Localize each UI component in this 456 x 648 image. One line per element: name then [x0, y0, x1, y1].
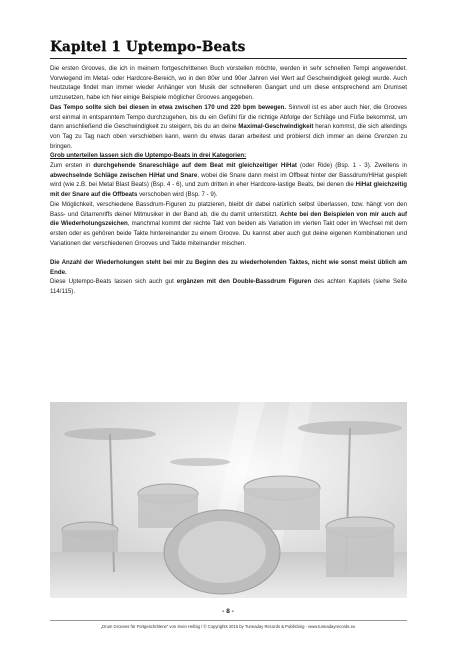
paragraph-tempo	[50, 103, 407, 152]
repeat-signs-highlight: Achte bei den Beispielen von mir auch auf die Wiederholungszeichen	[50, 210, 407, 228]
title-underline	[50, 58, 407, 59]
paragraph-repetitions	[50, 258, 407, 277]
footer-divider	[50, 620, 407, 621]
category-3-highlight: HiHat gleichzeitig mit der Snare auf die Offbeats	[50, 181, 407, 199]
tempo-text-1: Sinnvoll ist es aber auch hier, die Grooves erst einmal in entspanntem Tempo durchzugehen, bis du ein Gefühl für die richtige Abfolge der Schläge und Füße bekommst, um dann anschließend die Geschwindigkeit zu steigern, bis du an deine	[50, 103, 407, 131]
categories-text-1: Zum ersten in	[50, 162, 94, 170]
chapter-header	[50, 39, 407, 59]
double-bass-highlight: ergänzen mit den Double-Bassdrum Figuren	[176, 278, 312, 286]
paragraph-intro-text: Die ersten Grooves, die ich in meinem fortgeschrittenen Buch vorstellen möchte, werden in sehr schnellen Tempi angewendet. Vorwiegend im Metal- oder Hardcore-Bereich, wo in den 80er und 90er Jahren viel Wert auf Geschwindigkeit gelegt wurde. Auch heutzutage findet man immer wieder Anhänger von Musik der schnelleren Gangart und um diese entsprechend am Drumset umzusetzen, habe ich hier einige Beispiele möglicher Grooves angegeben.	[50, 65, 407, 102]
category-1-highlight: durchgehende Snareschläge auf dem Beat mit gleichzeitiger HiHat	[93, 162, 297, 170]
repetitions-highlight: Die Anzahl der Wiederholungen steht bei mir zu Beginn des zu wiederholenden Taktes, nicht wie sonst meist üblich am Ende.	[50, 259, 407, 276]
paragraph-bassdrum	[50, 200, 407, 249]
footer-copyright: „Drum Grooves für Fortgeschrittene“ von Sven Helbig / © Copyrights 2015 by Tuneaday Records & Publishing - www.tuneadayrecords.eu	[100, 624, 356, 629]
bassdrum-text-2: , manchmal kommt der rechte Takt von beiden als Variation im vierten Takt oder im Wechsel mit dem ersten oder es gehören beide Takte hintereinander zu einem Groove. Du kannst aber auch gut deine eigenen Kombinationen und Variationen der verschiedenen Grooves und Takte miteinander mischen.	[50, 220, 407, 247]
paragraph-spacer	[50, 248, 407, 258]
categories-text-4: verschoben wird (Bsp. 7 - 9).	[137, 191, 218, 199]
tempo-text-2: heran kommst, die sich allerdings von Tag zu Tag nach oben verschieben kann, wenn du etwas daran arbeitest und probierst dich immer an deine Grenzen zu bringen.	[50, 123, 407, 150]
drumset-illustration	[50, 402, 407, 598]
max-speed-highlight: Maximal-Geschwindigkeit	[238, 123, 314, 131]
categories-text-3: , wobei die Snare dann meist im Offbeat hinter der Bassdrum/HiHat gespielt wird (wie z.B. bei Metal Blast Beats) (Bsp. 4 - 6), und zum dritten in eher Hardcore-lastige Beats, bei denen die	[50, 171, 407, 189]
double-bass-text-2: des achten Kapitels (siehe Seite 114/115).	[50, 278, 408, 296]
drumset-photo	[50, 402, 407, 598]
paragraph-intro	[50, 64, 407, 103]
category-2-highlight: abwechselnde Schläge zwischen HiHat und Snare	[50, 171, 198, 179]
chapter-title: Kapitel 1 Uptempo-Beats	[50, 39, 246, 55]
paragraph-categories-heading	[50, 151, 407, 161]
double-bass-text-1: Diese Uptempo-Beats lassen sich auch gut	[50, 278, 177, 286]
bassdrum-text-1: Die Möglichkeit, verschiedene Bassdrum-Figuren zu platzieren, bleibt dir dabei natürlich selbst überlassen, bzw. hängt von den Bass- und Gitarrenriffs deiner Mitmusiker in der Band ab, die du damit unterstützt.	[50, 200, 407, 218]
paragraph-double-bass	[50, 277, 407, 296]
categories-text-2: (oder Ride) (Bsp. 1 - 3). Zweitens in	[296, 162, 407, 170]
tempo-highlight: Das Tempo sollte sich bei diesen in etwa zwischen 170 und 220 bpm bewegen.	[50, 103, 287, 111]
body-text	[50, 64, 407, 297]
categories-heading: Grob unterteilen lassen sich die Uptempo-Beats in drei Kategorien:	[50, 152, 247, 160]
paragraph-categories	[50, 161, 407, 200]
page-number: - 8 -	[222, 608, 234, 615]
